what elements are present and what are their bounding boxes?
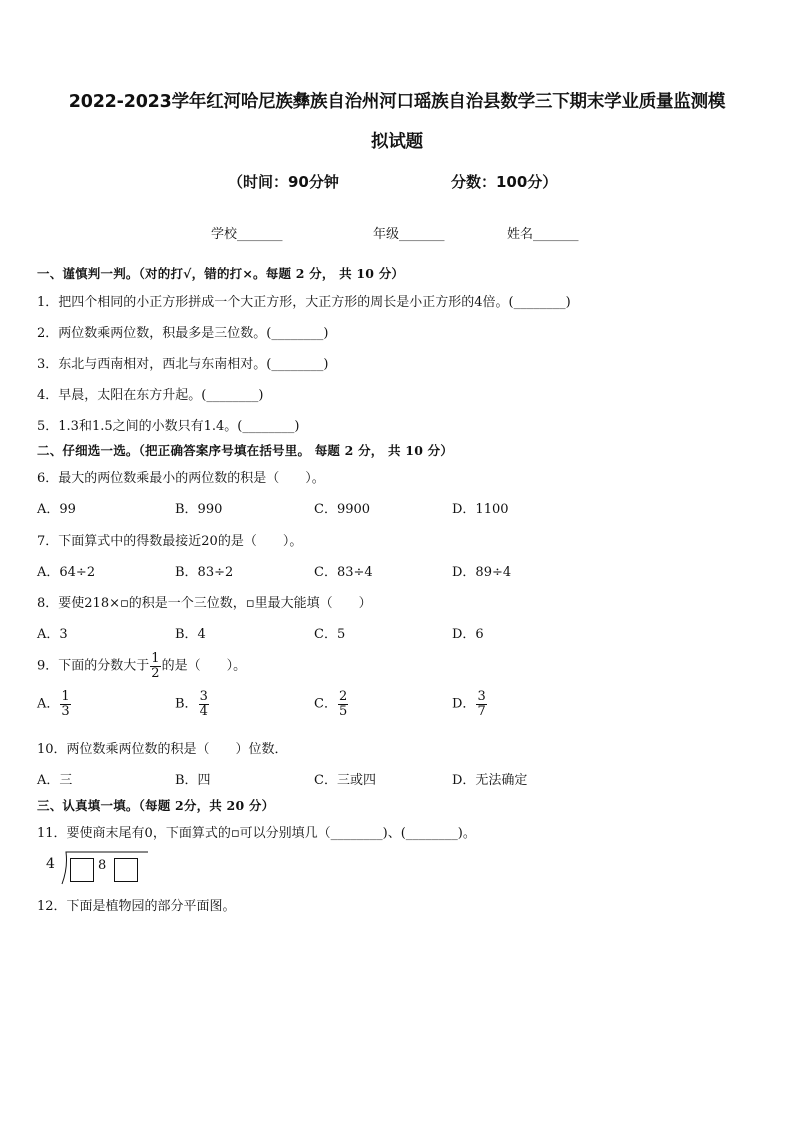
question-9-fraction: [150, 652, 160, 680]
blank-box-1[interactable]: [70, 858, 94, 882]
fraction-denominator: 3: [61, 703, 70, 719]
fraction-numerator: 1: [151, 651, 160, 666]
question-8-option-a: A．3: [37, 627, 68, 642]
option-letter: B．: [175, 696, 198, 712]
fraction-denominator: 5: [338, 703, 348, 719]
divisor: 4: [46, 856, 55, 872]
question-3: 3．东北与西南相对，西北与东南相对。(________): [37, 357, 329, 372]
question-5: 5．1.3和1.5之间的小数只有1.4。(________): [37, 419, 300, 434]
question-7-option-d: D．89÷4: [452, 565, 512, 580]
question-8-option-c: C．5: [314, 627, 346, 642]
question-8-option-b: B．4: [175, 627, 206, 642]
fraction-denominator: 7: [477, 703, 486, 719]
question-6-option-d: D．1100: [452, 502, 509, 517]
question-6-option-c: C．9900: [314, 502, 371, 517]
question-7-option-c: C．83÷4: [314, 565, 373, 580]
option-fraction: [476, 690, 486, 718]
fraction-denominator: 2: [151, 665, 160, 681]
question-2: 2．两位数乘两位数，积最多是三位数。(________): [37, 326, 329, 341]
question-8-option-d: D．6: [452, 627, 484, 642]
exam-score: 分数：100分）: [451, 173, 558, 191]
question-9-option-c: [314, 690, 349, 718]
fraction-numerator: 3: [199, 689, 208, 704]
question-7-option-b: B．83÷2: [175, 565, 234, 580]
fraction-numerator: 1: [61, 689, 70, 704]
dividend-digit: 8: [98, 858, 107, 873]
long-division-figure: [44, 850, 154, 886]
option-letter: C．: [314, 696, 337, 712]
school-field: 学校_______: [211, 227, 283, 242]
option-fraction: [199, 690, 209, 718]
question-10: 10．两位数乘两位数的积是（ ）位数．: [37, 742, 288, 757]
question-10-option-c: C．三或四: [314, 773, 376, 788]
question-9-option-a: [37, 690, 72, 718]
fraction-numerator: 3: [477, 689, 486, 704]
question-6-option-a: A．99: [37, 502, 76, 517]
option-letter: A．: [37, 696, 60, 712]
question-10-option-d: D．无法确定: [452, 773, 528, 788]
fraction-denominator: 4: [199, 703, 208, 719]
question-4: 4．早晨，太阳在东方升起。(________): [37, 388, 264, 403]
exam-time: （时间：90分钟: [228, 173, 339, 191]
question-12: 12．下面是植物园的部分平面图。: [37, 899, 236, 914]
question-9: [37, 652, 246, 680]
exam-title-line1: 2022-2023学年红河哈尼族彝族自治州河口瑶族自治县数学三下期末学业质量监测模: [68, 92, 726, 112]
question-9-suffix: 的是（ ）。: [161, 658, 247, 674]
question-1: 1．把四个相同的小正方形拼成一个大正方形，大正方形的周长是小正方形的4倍。(________): [37, 295, 571, 310]
question-8: 8．要使218×▫的积是一个三位数，▫里最大能填（ ）: [37, 596, 372, 611]
question-9-option-d: [452, 690, 488, 718]
question-6: 6．最大的两位数乘最小的两位数的积是（ ）。: [37, 471, 325, 486]
section-3-heading: 三、认真填一填。（每题 2分，共 20 分）: [37, 798, 275, 813]
option-fraction: [60, 690, 70, 718]
question-11: 11．要使商末尾有0，下面算式的▫可以分别填几（________)、(________)。: [37, 826, 476, 841]
section-1-heading: 一、谨慎判一判。（对的打√，错的打×。每题 2 分， 共 10 分）: [37, 266, 405, 281]
question-10-option-b: B．四: [175, 773, 211, 788]
section-2-heading: 二、仔细选一选。（把正确答案序号填在括号里。 每题 2 分， 共 10 分）: [37, 443, 454, 458]
option-fraction: [338, 690, 348, 718]
question-7-option-a: A．64÷2: [37, 565, 96, 580]
question-10-option-a: A．三: [37, 773, 73, 788]
option-letter: D．: [452, 696, 476, 712]
grade-field: 年级_______: [373, 227, 445, 242]
fraction-numerator: 2: [338, 689, 348, 704]
question-9-option-b: [175, 690, 210, 718]
question-7: 7．下面算式中的得数最接近20的是（ ）。: [37, 534, 303, 549]
blank-box-2[interactable]: [114, 858, 138, 882]
question-6-option-b: B．990: [175, 502, 223, 517]
name-field: 姓名_______: [507, 227, 579, 242]
question-9-prefix: 9．下面的分数大于: [37, 658, 150, 674]
exam-title-line2: 拟试题: [371, 132, 423, 152]
